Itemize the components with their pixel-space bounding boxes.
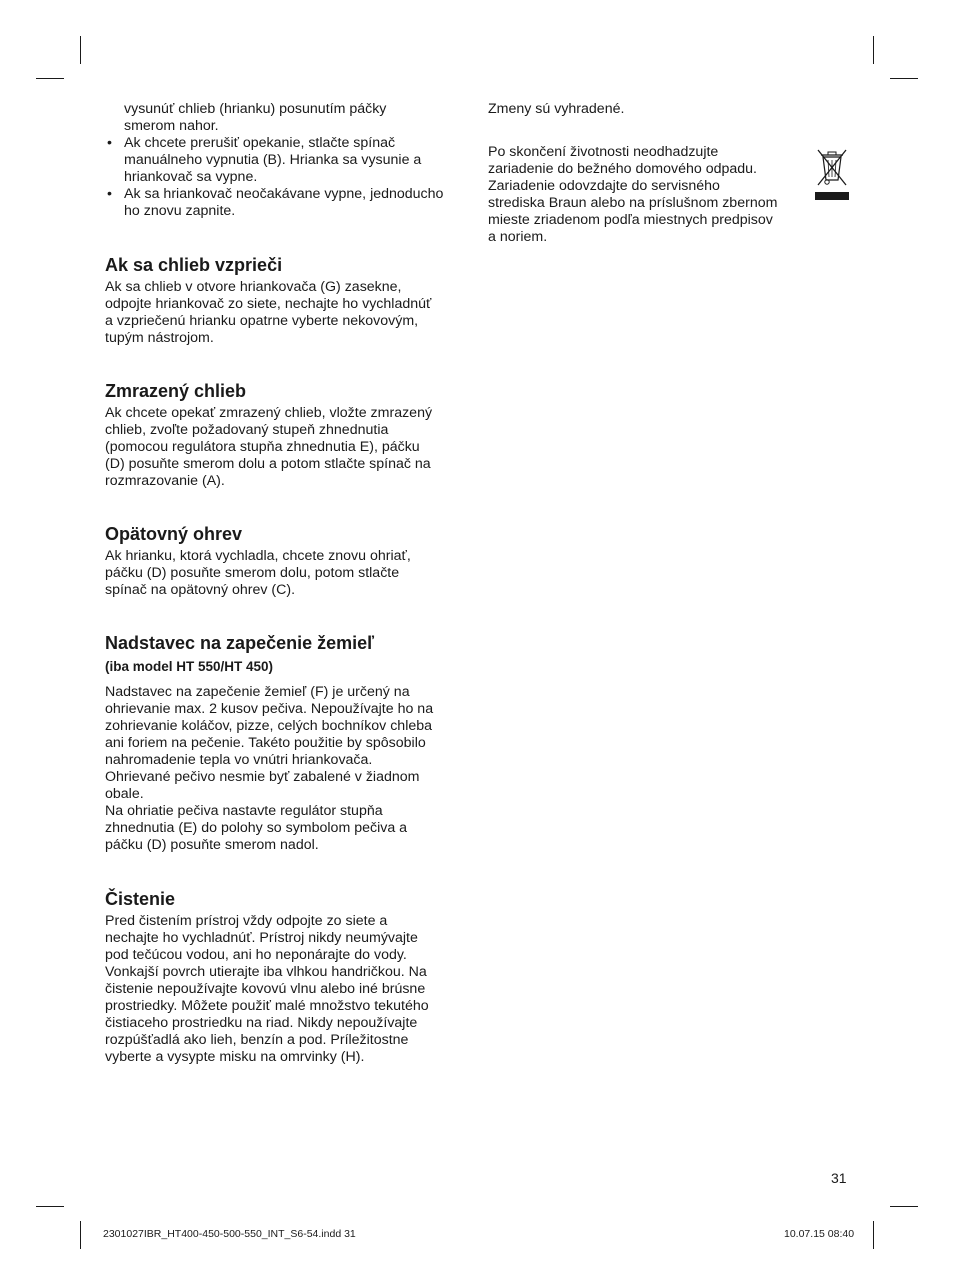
list-item-cont: manuálneho vypnutia (B). Hrianka sa vysunie a [124,152,422,168]
page-number: 31 [831,1170,847,1186]
crop-mark [873,1221,874,1249]
footer-datetime: 10.07.15 08:40 [784,1228,855,1240]
list-item: • Ak sa hriankovač neočakávane vypne, jednoducho [105,186,470,203]
list-item-cont: hriankovač sa vypne. [124,169,258,185]
crop-mark [80,36,81,64]
section-frozen-bread: Zmrazený chlieb Ak chcete opekať zmrazený chlieb, vložte zmrazený chlieb, zvoľte požadovaný stupeň zhnednutia (pomocou regulátora stupňa zhnednutia E), páčku (D) posuňte smerom dolu a potom stlačte spínač na rozmrazovanie (A). [105,380,470,490]
crop-mark [36,78,64,79]
section-heading: Čistenie [105,889,176,909]
right-column [488,101,818,245]
footer-file: 2301027IBR_HT400-450-500-550_INT_S6-54.indd 31 [103,1228,356,1240]
section-jammed-bread: Ak sa chlieb vzprieči Ak sa chlieb v otvore hriankovača (G) zasekne, odpojte hriankovač zo siete, nechajte ho vychladnúť a vzpriečenú hrianku opatrne vyberte nekovovým, tupým nástrojom. [105,254,470,347]
disposal-notice: Po skončení životnosti neodhadzujte zariadenie do bežného domového odpadu. Zariadenie odovzdajte do servisného strediska Braun alebo na príslušnom zbernom mieste zriadenom podľa miestnych predpisov a noriem. [488,144,778,245]
section-bun-warmer: Nadstavec na zapečenie žemieľ (iba model HT 550/HT 450) Nadstavec na zapečenie žemieľ (F) je určený na ohrievanie max. 2 kusov pečiva. Nepoužívajte ho na zohrievanie koláčov, pizze, celých bochníkov chleba ani foriem na pečenie. Takéto použitie by spôsobilo nahromadenie tepla vo vnútri hriankovača. Ohrievané pečivo nesmie byť zabalené v žiadnom obale. Na ohriatie pečiva nastavte regulátor stupňa zhnednutia (E) do polohy so symbolom pečiva a páčku (D) posuňte smerom nadol. [105,632,470,854]
section-reheat: Opätovný ohrev Ak hrianku, ktorá vychladla, chcete znovu ohriať, páčku (D) posuňte smerom dolu, potom stlačte spínač na opätovný ohrev (C). [105,523,470,599]
list-item-cont: ho znovu zapnite. [124,203,236,219]
tips-list [105,135,470,220]
intro-continuation: vysunúť chlieb (hrianku) posunutím páčky smerom nahor. [124,101,387,134]
crop-mark [890,78,918,79]
crop-mark [890,1206,918,1207]
section-heading: Opätovný ohrev [105,524,243,544]
crossed-out-wheelie-bin-icon [815,147,849,201]
crop-mark [873,36,874,64]
changes-reserved: Zmeny sú vyhradené. [488,101,625,117]
left-column [105,101,470,1065]
section-heading: Ak sa chlieb vzprieči [105,255,283,275]
section-cleaning: Čistenie Pred čistením prístroj vždy odpojte zo siete a nechajte ho vychladnúť. Prístroj nikdy neumývajte pod tečúcou vodou, ani ho neponárajte do vody. Vonkajší povrch utierajte iba vlhkou handričkou. Na čistenie nepoužívajte kovovú vlnu alebo iné brúsne prostriedky. Môžete použiť malé množstvo tekutého čistiaceho prostriedku na riad. Nikdy nepoužívajte rozpúšťadlá ako lieh, benzín a pod. Príležitostne vyberte a vysypte misku na omrvinky (H). [105,888,470,1066]
section-subheading: (iba model HT 550/HT 450) [105,659,274,674]
list-item: • Ak chcete prerušiť opekanie, stlačte spínač [105,135,470,152]
section-heading: Zmrazený chlieb [105,381,247,401]
crop-mark [36,1206,64,1207]
section-heading: Nadstavec na zapečenie žemieľ [105,633,375,653]
crop-mark [80,1221,81,1249]
